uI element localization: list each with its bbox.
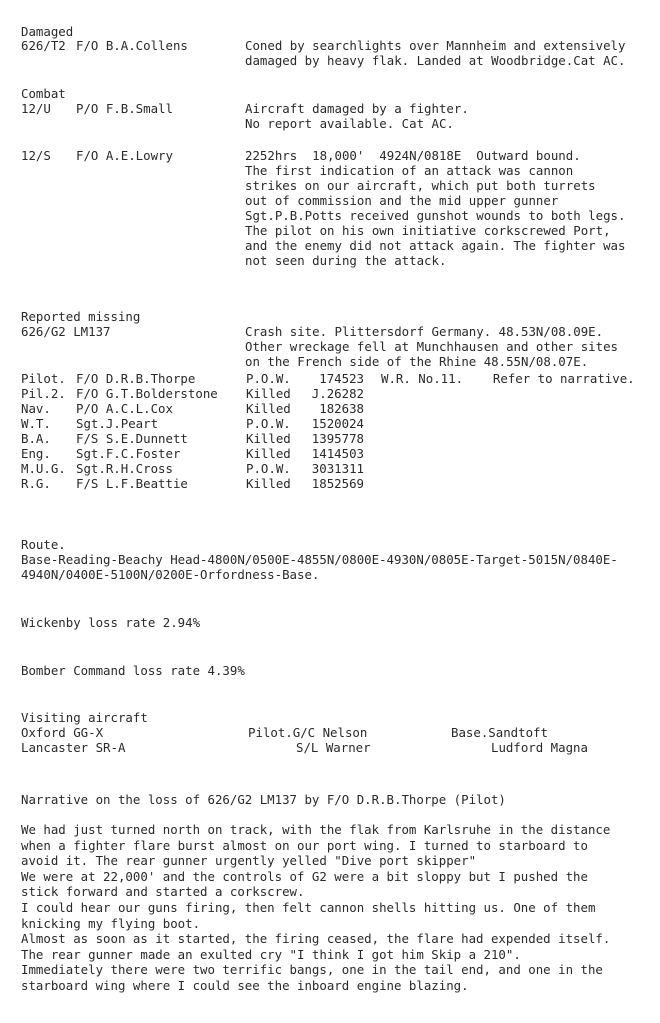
narrative-line: when a fighter flare burst almost on our port wing. I turned to starboard to [21,838,588,853]
crew-service-number: J.26282 [311,386,364,401]
crew-name: Sgt.F.C.Foster [76,446,181,461]
missing-text-line: on the French side of the Rhine 48.55N/08.07E. [245,354,589,369]
combat-aircraft-id: 12/U [21,101,51,116]
crew-role: B.A. [21,431,51,446]
visiting-base: Ludford Magna [491,740,588,755]
crew-service-number: 3031311 [311,461,364,476]
crew-status: P.O.W. [246,371,291,386]
crew-status: Killed [246,446,291,461]
visiting-pilot: Pilot.G/C Nelson [248,725,368,740]
combat-text-line: The first indication of an attack was cannon [245,163,574,178]
section-heading-combat: Combat [21,86,66,101]
narrative-line: We had just turned north on track, with the flak from Karlsruhe in the distance [21,822,611,837]
section-heading-route: Route. [21,537,66,552]
visiting-base: Base.Sandtoft [451,725,548,740]
crew-service-number: 182638 [319,401,364,416]
narrative-line: I could hear our guns firing, then felt cannon shells hitting us. One of them [21,900,596,915]
crew-role: R.G. [21,476,51,491]
crew-service-number: 1852569 [311,476,364,491]
crew-name: F/O D.R.B.Thorpe [76,371,196,386]
combat-crew: P/O F.B.Small [76,101,173,116]
crew-role: Nav. [21,401,51,416]
section-heading-damaged: Damaged [21,24,74,39]
damaged-crew: F/O B.A.Collens [76,38,188,53]
crew-role: Pilot. [21,371,66,386]
narrative-line: knicking my flying boot. [21,916,201,931]
narrative-title: Narrative on the loss of 626/G2 LM137 by F/O D.R.B.Thorpe (Pilot) [21,792,506,807]
crew-role: Pil.2. [21,386,66,401]
crew-note: W.R. No.11. Refer to narrative. [381,371,635,386]
visiting-aircraft: Lancaster SR-A [21,740,126,755]
narrative-line: starboard wing where I could see the inboard engine blazing. [21,978,469,993]
crew-status: Killed [246,386,291,401]
crew-status: Killed [246,401,291,416]
crew-status: Killed [246,476,291,491]
narrative-line: The rear gunner made an exulted cry "I think I got him Skip a 210". [21,947,521,962]
combat-text-line: No report available. Cat AC. [245,116,454,131]
wickenby-loss-rate: Wickenby loss rate 2.94% [21,615,201,630]
narrative-line: stick forward and started a corkscrew. [21,884,305,899]
crew-name: Sgt.R.H.Cross [76,461,173,476]
bomber-command-loss-rate: Bomber Command loss rate 4.39% [21,663,245,678]
combat-aircraft-id: 12/S [21,148,51,163]
crew-status: Killed [246,431,291,446]
combat-crew: F/O A.E.Lowry [76,148,173,163]
combat-text-line: and the enemy did not attack again. The fighter was [245,238,626,253]
visiting-aircraft: Oxford GG-X [21,725,104,740]
crew-name: P/O A.C.L.Cox [76,401,173,416]
crew-name: F/S L.F.Beattie [76,476,188,491]
combat-text-line: out of commission and the mid upper gunner [245,193,559,208]
narrative-line: avoid it. The rear gunner urgently yelled "Dive port skipper" [21,853,477,868]
route-line: 4940N/0400E-5100N/0200E-Orfordness-Base. [21,567,320,582]
combat-text-line: Aircraft damaged by a fighter. [245,101,469,116]
damaged-text-line: damaged by heavy flak. Landed at Woodbridge.Cat AC. [245,53,626,68]
route-line: Base-Reading-Beachy Head-4800N/0500E-4855N/0800E-4930N/0805E-Target-5015N/0840E- [21,552,618,567]
section-heading-missing: Reported missing [21,309,141,324]
crew-name: F/S S.E.Dunnett [76,431,188,446]
crew-service-number: 174523 [319,371,364,386]
missing-text-line: Other wreckage fell at Munchhausen and other sites [245,339,618,354]
crew-name: Sgt.J.Peart [76,416,159,431]
narrative-line: Almost as soon as it started, the firing ceased, the flare had expended itself. [21,931,611,946]
crew-role: W.T. [21,416,51,431]
combat-text-line: The pilot on his own initiative corkscrewed Port, [245,223,611,238]
damaged-aircraft-id: 626/T2 [21,38,66,53]
crew-service-number: 1395778 [311,431,364,446]
combat-text-line: strikes on our aircraft, which put both turrets [245,178,596,193]
combat-text-line: 2252hrs 18,000' 4924N/0818E Outward bound. [245,148,581,163]
visiting-pilot: S/L Warner [296,740,371,755]
combat-text-line: not seen during the attack. [245,253,447,268]
missing-aircraft-id: 626/G2 LM137 [21,324,111,339]
crew-service-number: 1520024 [311,416,364,431]
combat-text-line: Sgt.P.B.Potts received gunshot wounds to both legs. [245,208,626,223]
crew-service-number: 1414503 [311,446,364,461]
crew-status: P.O.W. [246,416,291,431]
section-heading-visiting: Visiting aircraft [21,710,148,725]
crew-role: Eng. [21,446,51,461]
narrative-line: We were at 22,000' and the controls of G2 were a bit sloppy but I pushed the [21,869,588,884]
crew-status: P.O.W. [246,461,291,476]
narrative-line: Immediately there were two terrific bangs, one in the tail end, and one in the [21,962,603,977]
crew-name: F/O G.T.Bolderstone [76,386,218,401]
missing-text-line: Crash site. Plittersdorf Germany. 48.53N/08.09E. [245,324,604,339]
crew-role: M.U.G. [21,461,66,476]
damaged-text-line: Coned by searchlights over Mannheim and extensively [245,38,626,53]
